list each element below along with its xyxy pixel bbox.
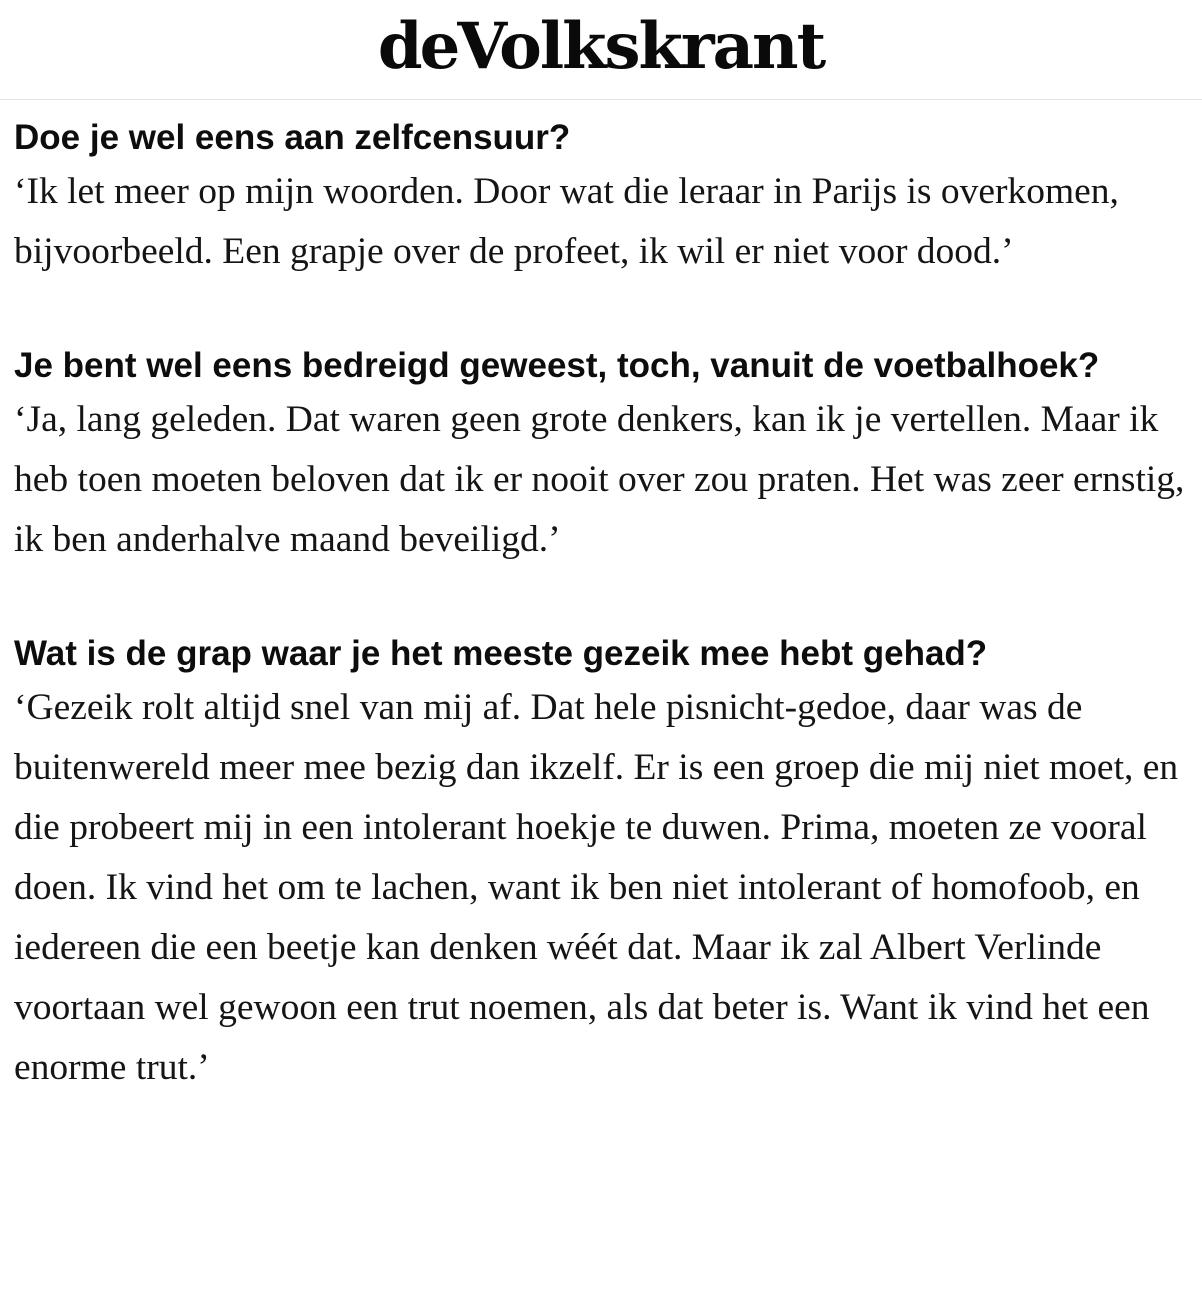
qa-block-2 [14,282,1194,570]
masthead [0,0,1202,100]
site-logo[interactable] [377,8,825,84]
answer-1: ‘Ik let meer op mijn woorden. Door wat die leraar in Parijs is overkomen, bijvoorbeeld. Een grapje over de profeet, ik wil er niet voor dood.’ [14,171,1119,272]
question-2: Je bent wel eens bedreigd geweest, toch, vanuit de voetbalhoek? [14,346,1100,385]
logo-prefix: de [377,8,458,84]
question-1: Doe je wel eens aan zelfcensuur? [14,118,571,157]
article-body [14,100,1194,1098]
answer-2: ‘Ja, lang geleden. Dat waren geen grote denkers, kan ik je vertellen. Maar ik heb toen moeten beloven dat ik er nooit over zou praten. Het was zeer ernstig, ik ben anderhalve maand beveiligd.’ [14,399,1185,560]
answer-3: ‘Gezeik rolt altijd snel van mij af. Dat hele pisnicht-gedoe, daar was de buitenwereld meer mee bezig dan ikzelf. Er is een groep die mij niet moet, en die probeert mij in een intolerant hoekje te duwen. Prima, moeten ze vooral doen. Ik vind het om te lachen, want ik ben niet intolerant of homofoob, en iedereen die een beetje kan denken wéét dat. Maar ik zal Albert Verlinde voortaan wel gewoon een trut noemen, als dat beter is. Want ik vind het een enorme trut.’ [14,687,1179,1088]
logo-main: Volkskrant [457,8,825,84]
qa-block-3 [14,570,1194,1098]
qa-block-1 [14,100,1194,282]
question-3: Wat is de grap waar je het meeste gezeik mee hebt gehad? [14,634,988,673]
